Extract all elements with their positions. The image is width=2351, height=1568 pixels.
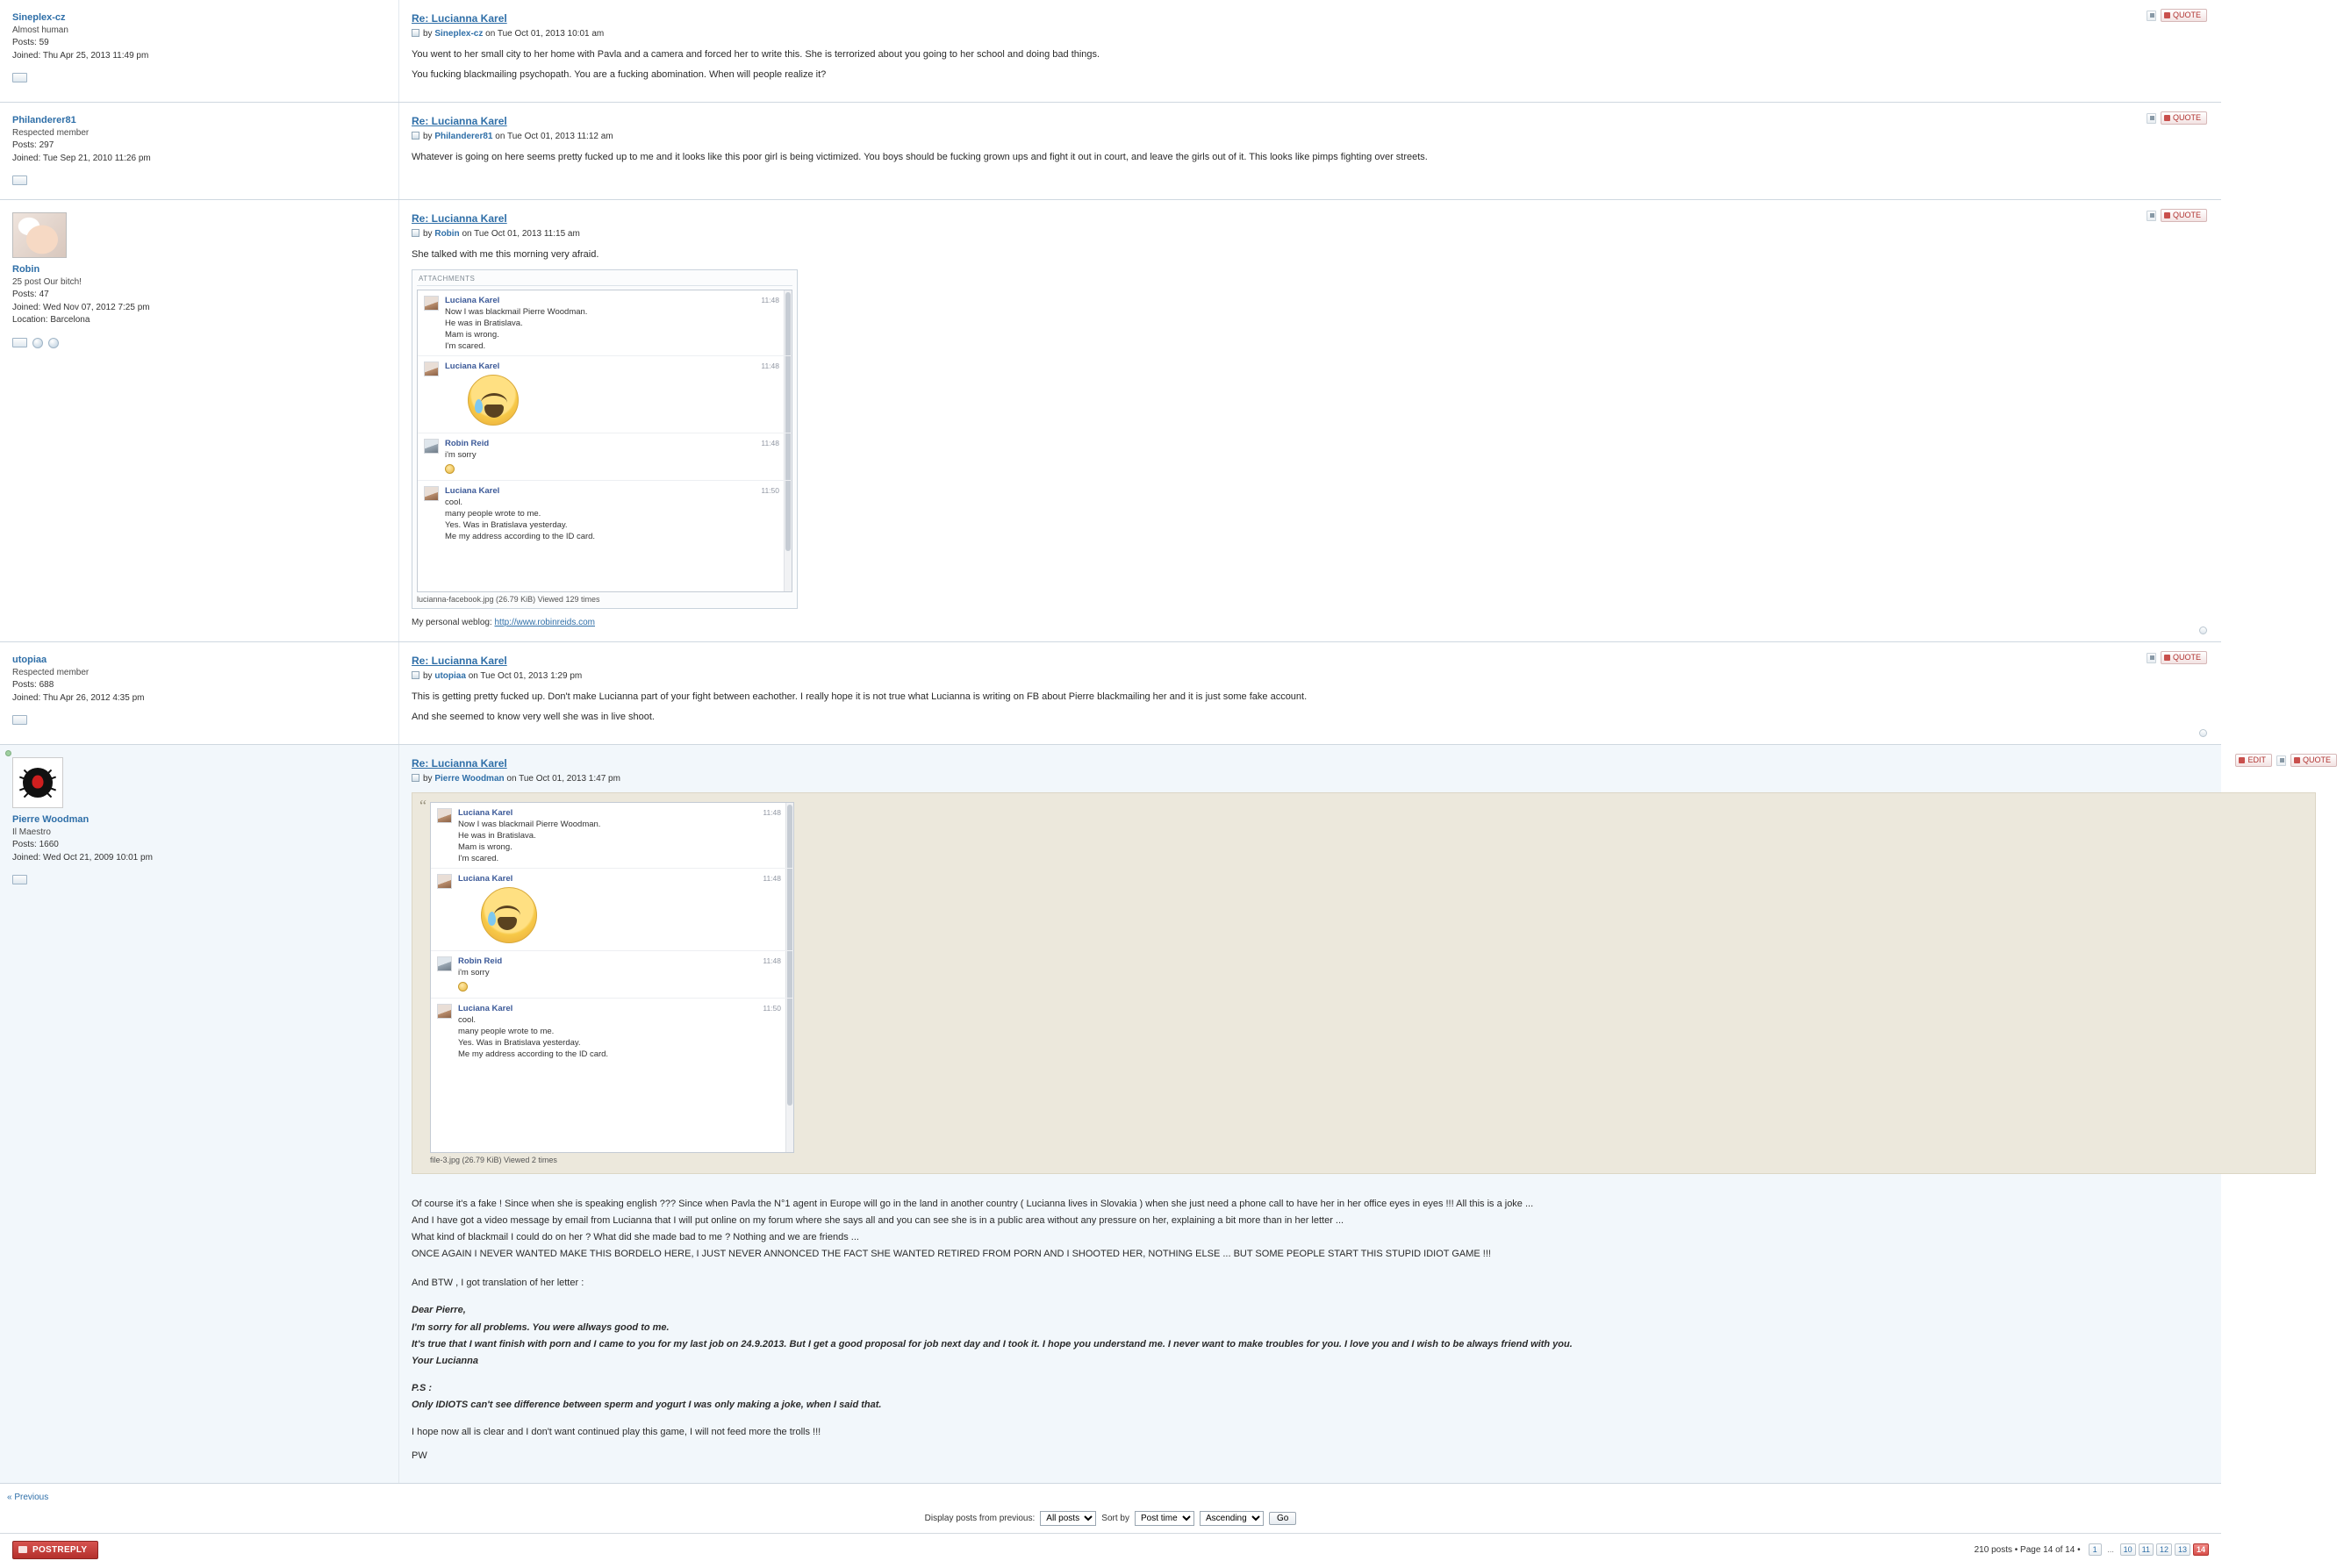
post-subject[interactable]: Re: Lucianna Karel [412, 655, 507, 668]
chat-line: i'm sorry [445, 450, 477, 461]
author-joined: Joined: Wed Oct 21, 2009 10:01 pm [12, 852, 153, 863]
post-paragraph: And I have got a video message by email from Lucianna that I will put online on my forum where she says all and you can see she is in a public area without any pressure on her, explaining a bit more than in her letter ... [412, 1215, 1344, 1227]
chat-author: Robin Reid [458, 956, 503, 967]
author-post-count: Posts: 1660 [12, 840, 59, 850]
post-subject[interactable]: Re: Lucianna Karel [412, 115, 507, 128]
ps-line: P.S : [412, 1382, 433, 1393]
chat-message [431, 868, 793, 950]
post-actions [2235, 754, 2337, 767]
quote-button[interactable]: QUOTE [2161, 209, 2207, 222]
chat-author: Luciana Karel [458, 874, 513, 884]
post-item [0, 0, 2221, 103]
chat-line: cool. [445, 498, 463, 508]
chat-line: He was in Bratislava. [458, 831, 536, 841]
post-meta [412, 774, 2333, 784]
post-subject[interactable]: Re: Lucianna Karel [412, 12, 507, 25]
post-content [399, 745, 2351, 1483]
post-author-panel [0, 642, 399, 744]
author-rank: Almost human [12, 25, 68, 35]
signature-link[interactable]: http://www.robinreids.com [494, 618, 595, 628]
page-ellipsis: ... [2107, 1545, 2114, 1555]
post-by: by [423, 132, 433, 142]
sort-by-select[interactable] [1135, 1511, 1194, 1526]
profile-icon-row [12, 73, 388, 82]
post-paragraph: And she seemed to know very well she was in live shoot. [412, 712, 655, 723]
post-actions [2147, 111, 2207, 125]
chat-line: He was in Bratislava. [445, 318, 523, 328]
post-date: on Tue Oct 01, 2013 1:47 pm [506, 774, 620, 784]
author-name[interactable]: Philanderer81 [12, 115, 76, 126]
post-author-link[interactable]: Pierre Woodman [434, 774, 505, 784]
author-joined: Joined: Thu Apr 25, 2013 11:49 pm [12, 50, 149, 61]
profile-icon-row [12, 338, 388, 348]
chat-author: Luciana Karel [458, 808, 513, 819]
chat-time: 11:48 [761, 362, 779, 371]
post-by: by [423, 774, 433, 784]
post-author-link[interactable]: Robin [434, 229, 460, 240]
post-reply-button[interactable]: POSTREPLY [12, 1541, 98, 1559]
author-post-count: Posts: 688 [12, 680, 54, 691]
chat-message [418, 480, 792, 546]
author-rank: Il Maestro [12, 827, 51, 838]
post-date: on Tue Oct 01, 2013 11:15 am [462, 229, 580, 240]
post-content [399, 642, 2221, 744]
attachment-caption: lucianna-facebook.jpg (26.79 KiB) Viewed 129 times [417, 595, 600, 605]
chat-author: Luciana Karel [458, 1004, 513, 1014]
signature-label: My personal weblog: [412, 618, 492, 628]
post-by: by [423, 671, 433, 682]
footer-bar [0, 1533, 2221, 1568]
post-author-link[interactable]: Philanderer81 [434, 132, 493, 142]
post-icon [412, 29, 419, 37]
chat-message [418, 290, 792, 355]
post-actions [2147, 651, 2207, 664]
chat-avatar [437, 874, 452, 889]
post-paragraph: What kind of blackmail I could do on her ? What did she made bad to me ? Nothing and we are friends ... [412, 1232, 859, 1243]
chat-time: 11:48 [761, 296, 779, 305]
post-paragraph: She talked with me this morning very afraid. [412, 249, 599, 261]
chat-author: Robin Reid [445, 439, 490, 449]
chat-line: Now I was blackmail Pierre Woodman. [458, 820, 601, 830]
chat-avatar [437, 1004, 452, 1019]
display-posts-select[interactable] [1040, 1511, 1096, 1526]
profile-icon[interactable] [12, 338, 27, 347]
letter-line: Your Lucianna [412, 1355, 478, 1366]
attachment-caption: file-3.jpg (26.79 KiB) Viewed 2 times [430, 1156, 557, 1165]
author-name[interactable]: Sineplex-cz [12, 12, 66, 23]
signature [412, 618, 2204, 627]
post-paragraph: ONCE AGAIN I NEVER WANTED MAKE THIS BORDELO HERE, I JUST NEVER ANNONCED THE FACT SHE WANTED RETIRED FROM PORN AND I SHOOTED HER, NOTHING ELSE ... BUT SOME PEOPLE START THIS STUPID IDIOT GAME !!! [412, 1249, 1491, 1260]
chat-avatar [437, 956, 452, 971]
author-joined: Joined: Tue Sep 21, 2010 11:26 pm [12, 153, 151, 163]
letter-line: Dear Pierre, [412, 1305, 466, 1316]
chat-author: Luciana Karel [445, 486, 500, 497]
chat-avatar [424, 362, 439, 376]
post-subject[interactable]: Re: Lucianna Karel [412, 757, 507, 770]
previous-link-row [0, 1484, 2221, 1507]
chat-author: Luciana Karel [445, 362, 500, 372]
author-rank: Respected member [12, 668, 90, 678]
crying-face-icon [481, 887, 537, 943]
post-author-link[interactable]: utopiaa [434, 671, 466, 682]
post-author-link[interactable]: Sineplex-cz [434, 29, 484, 39]
post-paragraph: You fucking blackmailing psychopath. You are a fucking abomination. When will people realize it? [412, 69, 827, 81]
author-name[interactable]: utopiaa [12, 655, 47, 666]
closing-line: PW [412, 1450, 427, 1461]
chat-avatar [424, 296, 439, 311]
post-paragraph: This is getting pretty fucked up. Don't make Lucianna part of your fight between eachother. I really hope it is not true what Lucianna is writing on FB about Pierre blackmailing her and it is just some fake account. [412, 691, 1308, 703]
author-name[interactable]: Robin [12, 264, 40, 276]
chat-line: Me my address according to the ID card. [458, 1049, 609, 1059]
chat-time: 11:48 [761, 439, 779, 448]
letter-line: I'm sorry for all problems. You were allways good to me. [412, 1321, 670, 1333]
page-link[interactable]: 12 [2156, 1543, 2172, 1556]
chat-line: Now I was blackmail Pierre Woodman. [445, 307, 588, 318]
edit-button[interactable]: EDIT [2235, 754, 2272, 767]
crying-face-icon [468, 375, 519, 426]
report-icon[interactable] [2147, 211, 2156, 221]
report-icon[interactable] [2147, 11, 2156, 21]
report-icon[interactable] [2147, 653, 2156, 663]
chat-time: 11:50 [763, 1004, 781, 1013]
post-author-panel [0, 745, 399, 1483]
chat-line: Me my address according to the ID card. [445, 531, 596, 541]
post-meta [412, 29, 2204, 39]
display-controls [0, 1507, 2221, 1533]
chat-line: I'm scared. [458, 853, 499, 863]
chat-author: Luciana Karel [445, 296, 500, 306]
chat-time: 11:50 [761, 486, 779, 496]
chat-message [418, 355, 792, 433]
chat-avatar [437, 808, 452, 823]
chat-line: i'm sorry [458, 968, 490, 978]
chat-line: Mam is wrong. [458, 841, 512, 852]
post-item [0, 745, 2331, 1484]
post-date: on Tue Oct 01, 2013 11:12 am [495, 132, 613, 142]
profile-icon[interactable] [12, 175, 27, 185]
chat-message [431, 950, 793, 998]
page-link[interactable]: 13 [2175, 1543, 2190, 1556]
quote-button[interactable]: QUOTE [2290, 754, 2337, 767]
ps-line: Only IDIOTS can't see difference between sperm and yogurt I was only making a joke, when I said that. [412, 1399, 882, 1410]
chat-message [418, 433, 792, 480]
quote-block [412, 792, 2316, 1174]
author-post-count: Posts: 297 [12, 140, 54, 151]
chat-avatar [424, 486, 439, 501]
quote-button[interactable]: QUOTE [2161, 9, 2207, 22]
go-button[interactable]: Go [1269, 1512, 1296, 1525]
chat-line: I'm scared. [445, 340, 486, 351]
post-author-panel [0, 103, 399, 199]
teardrop-icon [475, 399, 483, 413]
post-paragraph: Of course it's a fake ! Since when she is speaking english ??? Since when Pavla the N°1 agent in Europe will go in the land in another country ( Lucianna lives in Slovakia ) when she just need a phone call to have her in her office eyes in eyes !!! All this is a joke ... [412, 1199, 1534, 1210]
messenger-icon[interactable] [48, 338, 59, 348]
website-icon[interactable] [32, 338, 43, 348]
attachment-title: ATTACHMENTS [417, 274, 792, 286]
post-content [399, 0, 2221, 102]
attachment-image[interactable] [430, 802, 794, 1153]
post-content [399, 103, 2221, 199]
chat-message [431, 998, 793, 1063]
teardrop-icon [488, 912, 496, 926]
chat-line: many people wrote to me. [458, 1027, 555, 1037]
post-anchor-icon[interactable] [2199, 626, 2207, 634]
closing-line: I hope now all is clear and I don't want continued play this game, I will not feed more the trolls !!! [412, 1426, 821, 1437]
post-author-panel [0, 0, 399, 102]
post-paragraph: You went to her small city to her home with Pavla and a camera and forced her to write this. She is terrorized about you going to her school and doing bad things. [412, 49, 1100, 60]
sort-by-label: Sort by [1101, 1513, 1129, 1523]
author-joined: Joined: Thu Apr 26, 2012 4:35 pm [12, 692, 145, 703]
post-item [0, 200, 2221, 642]
post-icon [412, 132, 419, 140]
post-by: by [423, 29, 433, 39]
page-link[interactable]: 1 [2089, 1543, 2102, 1556]
display-posts-label: Display posts from previous: [924, 1513, 1036, 1523]
previous-link[interactable]: « Previous [7, 1492, 49, 1502]
profile-icon-row [12, 715, 388, 725]
page-link[interactable]: 10 [2120, 1543, 2136, 1556]
post-by: by [423, 229, 433, 240]
pagination [1975, 1543, 2209, 1556]
smiley-icon [458, 982, 468, 992]
profile-icon-row [12, 175, 388, 185]
post-meta [412, 132, 2204, 141]
post-meta [412, 671, 2204, 681]
post-meta [412, 229, 2204, 239]
author-joined: Joined: Wed Nov 07, 2012 7:25 pm [12, 302, 150, 312]
pagination-label: 210 posts • Page 14 of 14 • [1974, 1544, 2081, 1555]
translation-intro: And BTW , I got translation of her letter : [412, 1278, 584, 1289]
chat-message [431, 803, 793, 868]
profile-icon[interactable] [12, 875, 27, 884]
post-anchor-icon[interactable] [2199, 729, 2207, 737]
sort-order-select[interactable] [1200, 1511, 1264, 1526]
post-date: on Tue Oct 01, 2013 1:29 pm [468, 671, 583, 682]
chat-line: many people wrote to me. [445, 509, 541, 519]
post-icon [412, 229, 419, 237]
post-icon [412, 774, 419, 782]
profile-icon[interactable] [12, 715, 27, 725]
chat-line: Yes. Was in Bratislava yesterday. [458, 1037, 581, 1048]
profile-icon-row [12, 875, 388, 884]
post-paragraph: Whatever is going on here seems pretty fucked up to me and it looks like this poor girl is being victimized. You boys should be fucking grown ups and fight it out in court, and leave the girls out of it. This looks like pimps fighting over streets. [412, 152, 1428, 163]
post-date: on Tue Oct 01, 2013 10:01 am [485, 29, 605, 39]
post-content [399, 200, 2221, 641]
report-icon[interactable] [2147, 113, 2156, 124]
author-location: Location: Barcelona [12, 315, 90, 326]
author-post-count: Posts: 47 [12, 290, 49, 300]
author-rank: 25 post Our bitch! [12, 277, 82, 288]
avatar[interactable] [12, 757, 63, 808]
chat-line: Mam is wrong. [445, 329, 499, 340]
avatar[interactable] [12, 212, 67, 258]
author-post-count: Posts: 59 [12, 38, 49, 47]
attachment-image[interactable] [417, 290, 792, 592]
chat-line: cool. [458, 1015, 477, 1026]
post-subject[interactable]: Re: Lucianna Karel [412, 212, 507, 226]
report-icon[interactable] [2276, 755, 2286, 766]
post-item [0, 103, 2221, 200]
chat-time: 11:48 [763, 956, 781, 966]
post-author-panel [0, 200, 399, 641]
chat-time: 11:48 [763, 874, 781, 884]
attachment-box [412, 269, 798, 609]
post-item [0, 642, 2221, 745]
chat-time: 11:48 [763, 808, 781, 818]
quote-button[interactable]: QUOTE [2161, 111, 2207, 125]
author-rank: Respected member [12, 128, 90, 139]
post-actions [2147, 9, 2207, 22]
smiley-icon [445, 464, 455, 474]
chat-avatar [424, 439, 439, 454]
quote-button[interactable]: QUOTE [2161, 651, 2207, 664]
author-name[interactable]: Pierre Woodman [12, 814, 90, 826]
chat-line: Yes. Was in Bratislava yesterday. [445, 519, 568, 530]
letter-line: It's true that I want finish with porn and I came to you for my last job on 24.9.2013. But I get a good proposal for job next day and I took it. I hope you understand me. I never want to make troubles for you. I love you and I wish to be always friend with you. [412, 1338, 1573, 1350]
page-link[interactable]: 11 [2139, 1543, 2154, 1556]
page-link-current[interactable]: 14 [2193, 1543, 2209, 1556]
profile-icon[interactable] [12, 73, 27, 82]
post-actions [2147, 209, 2207, 222]
post-icon [412, 671, 419, 679]
quote-mark-icon: “ [419, 797, 426, 815]
